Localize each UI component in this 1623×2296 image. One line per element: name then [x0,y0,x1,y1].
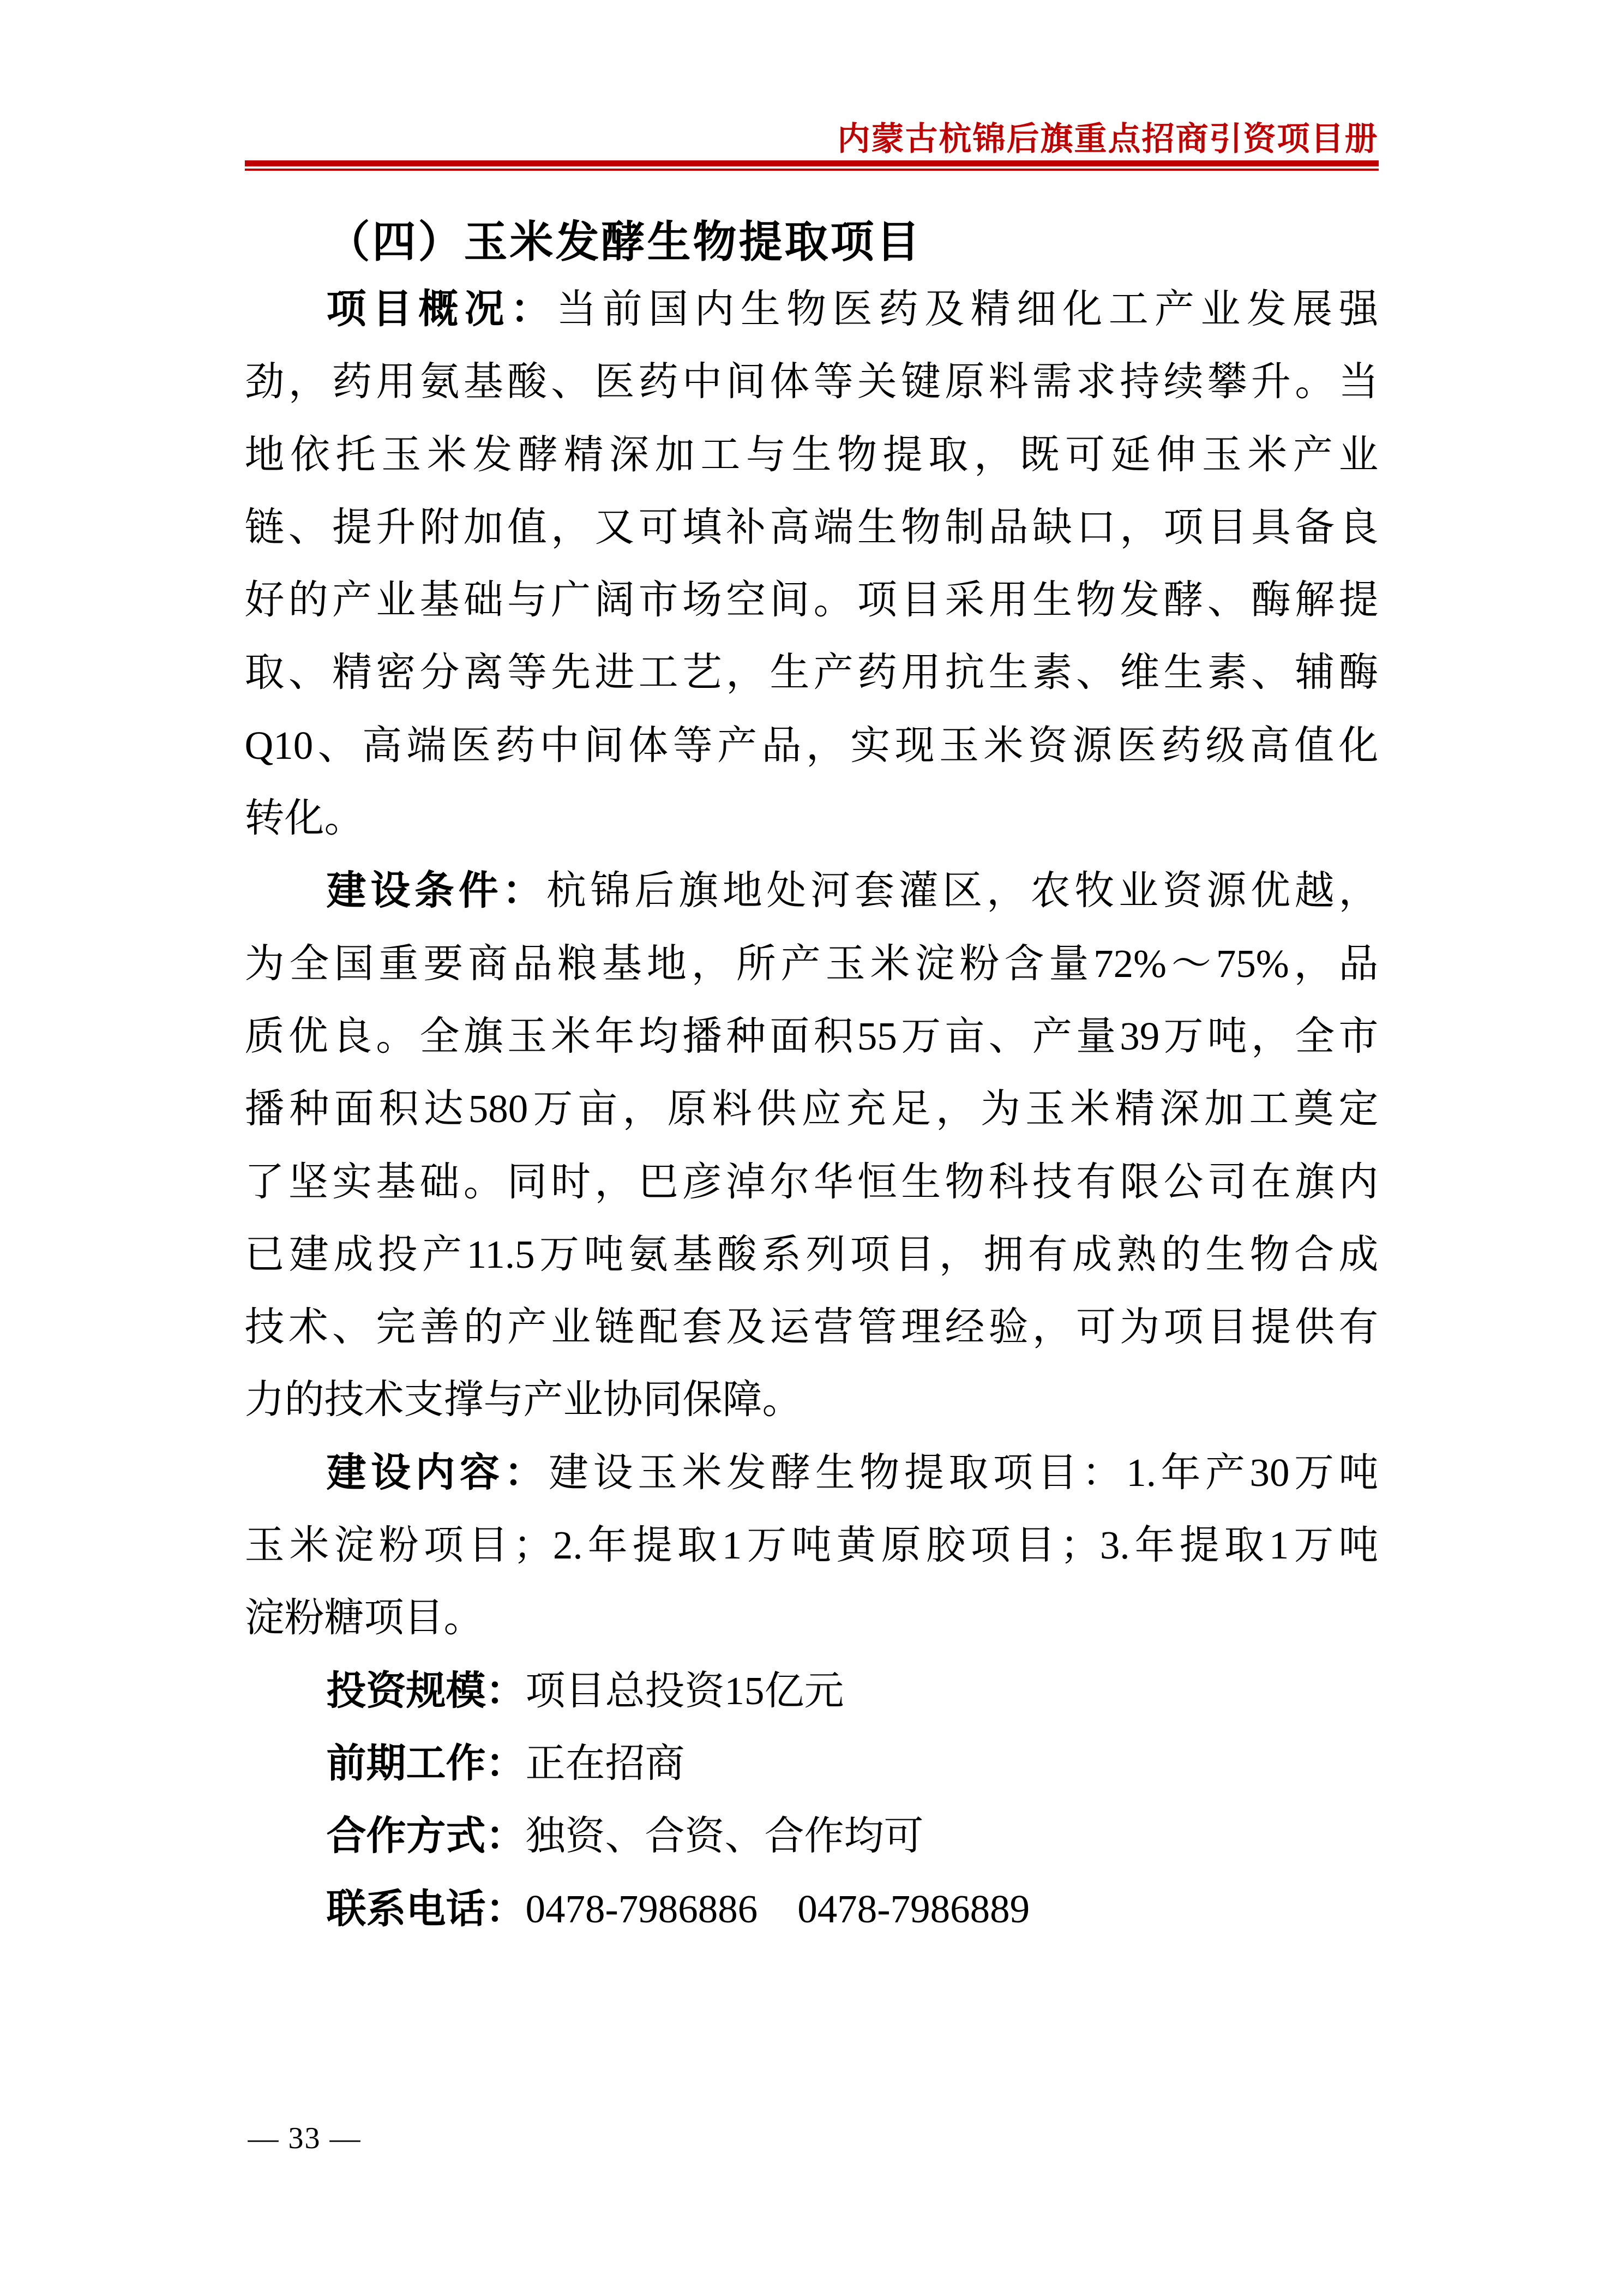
text-line: 质优良。全旗玉米年均播种面积55万亩、产量39万吨，全市 [244,1014,1379,1058]
paragraph-label: 联系电话： [326,1886,526,1931]
paragraph-text: 正在招商 [525,1741,685,1785]
paragraph-label: 合作方式： [326,1814,526,1859]
text-line [245,1727,1379,1800]
text-line: 地依托玉米发酵精深加工与生物提取，既可延伸玉米产业 [244,432,1379,477]
paragraph-label: 投资规模： [326,1668,526,1713]
text-line: 淀粉糖项目。 [244,1596,484,1640]
text-line: 为全国重要商品粮基地，所产玉米淀粉含量72%～75%，品 [244,941,1379,986]
paragraph-text: 独资、合资、合作均可 [525,1814,924,1859]
paragraph-label: 建设条件： [326,868,546,913]
text-line: 了坚实基础。同时，巴彦淖尔华恒生物科技有限公司在旗内 [244,1159,1379,1204]
paragraph-label: 建设内容： [326,1450,549,1495]
page-header [245,0,1379,157]
text-line [245,1654,1379,1727]
paragraph-text: 0478-7986886 0478-7986889 [525,1886,1030,1931]
text-line: 玉米淀粉项目；2.年提取1万吨黄原胶项目；3.年提取1万吨 [244,1523,1379,1568]
text-line: 链、提升附加值，又可填补高端生物制品缺口，项目具备良 [244,505,1379,549]
text-line: 好的产业基础与广阔市场空间。项目采用生物发酵、酶解提 [244,578,1379,622]
paragraph-contact-phone [245,1873,1379,1945]
paragraph-construction-content [245,1436,1379,1654]
section-title: （四）玉米发酵生物提取项目 [326,219,922,267]
header-rule-thick [245,160,1379,166]
paragraph-text: 当前国内生物医药及精细化工产业发展强 [556,287,1379,331]
header-rule-thin [245,169,1379,171]
text-line: 技术、完善的产业链配套及运营管理经验，可为项目提供有 [244,1305,1379,1350]
paragraph-text: 杭锦后旗地处河套灌区，农牧业资源优越， [546,868,1379,913]
paragraph-construction-conditions [245,854,1379,1436]
text-line: Q10、高端医药中间体等产品，实现玉米资源医药级高值化 [244,723,1379,768]
paragraph-project-overview [245,273,1379,854]
text-line: 力的技术支撑与产业协同保障。 [244,1377,802,1422]
paragraph-investment-scale [245,1654,1379,1727]
paragraph-label: 项目概况： [326,287,557,331]
header-title: 内蒙古杭锦后旗重点招商引资项目册 [837,121,1379,157]
text-line: 播种面积达580万亩，原料供应充足，为玉米精深加工奠定 [244,1087,1379,1131]
paragraph-preliminary-work [245,1727,1379,1800]
text-line: 劲，药用氨基酸、医药中间体等关键原料需求持续攀升。当 [244,359,1379,404]
paragraph-cooperation-mode [245,1800,1379,1872]
paragraph-text: 项目总投资15亿元 [525,1668,844,1713]
page-content [245,0,1379,2155]
paragraph-label: 前期工作： [326,1741,526,1785]
text-line: 已建成投产11.5万吨氨基酸系列项目，拥有成熟的生物合成 [244,1232,1379,1276]
text-line [245,1873,1379,1945]
text-line [245,1800,1379,1872]
text-line [245,273,1379,345]
text-line [245,1436,1379,1509]
document-body [245,273,1379,1945]
text-line: 取、精密分离等先进工艺，生产药用抗生素、维生素、辅酶 [244,650,1379,695]
page-number: — 33 — [248,2121,362,2155]
paragraph-text: 建设玉米发酵生物提取项目：1.年产30万吨 [548,1450,1379,1495]
text-line: 转化。 [244,796,364,841]
text-line [245,854,1379,927]
